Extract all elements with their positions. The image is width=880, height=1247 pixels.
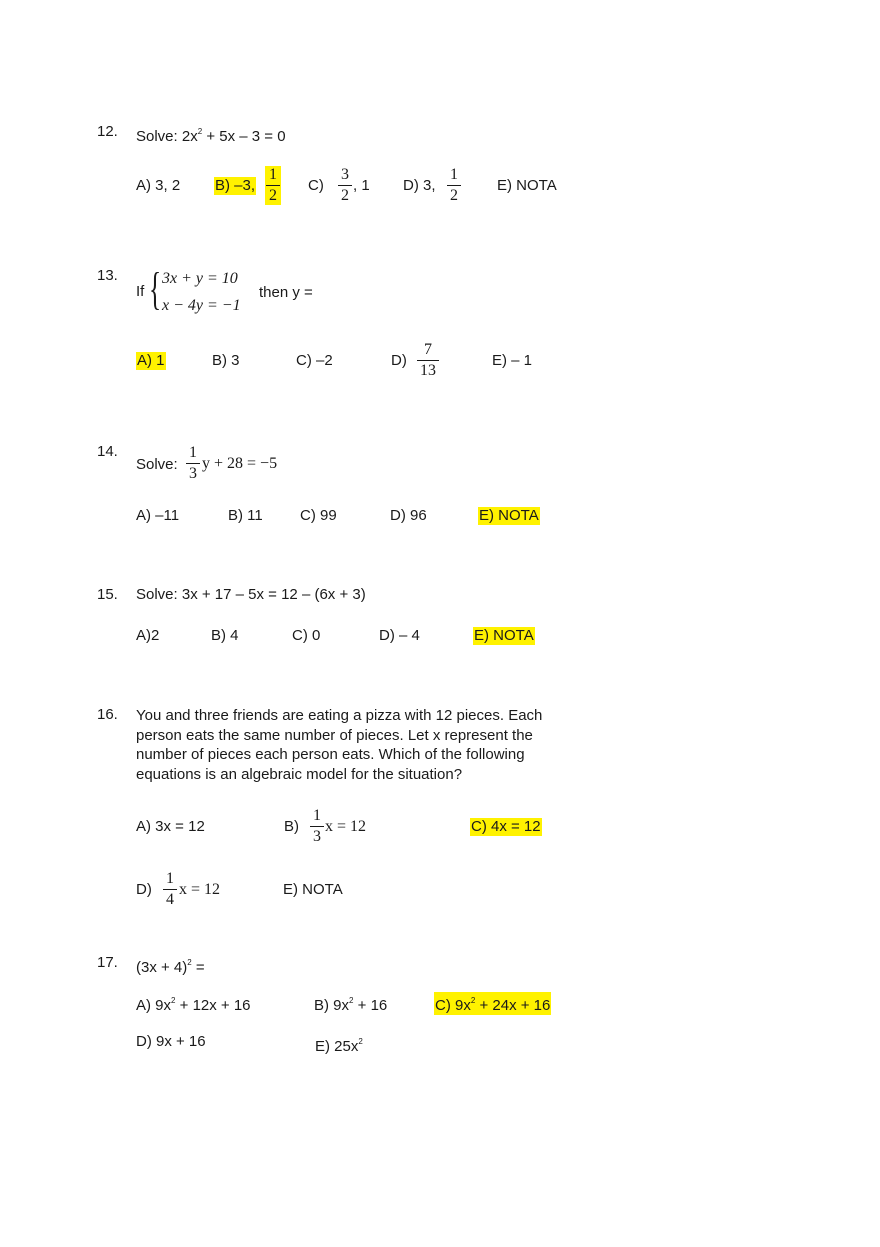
q12-choice-b-denominator: 2 bbox=[269, 187, 277, 204]
q14-choice-e[interactable]: E) NOTA bbox=[479, 507, 539, 524]
q14-denominator: 3 bbox=[189, 465, 197, 482]
q15-choice-c[interactable]: C) 0 bbox=[292, 627, 321, 644]
q13-choice-d-fraction-bar bbox=[417, 360, 439, 361]
q12-choice-d-fraction bbox=[447, 166, 461, 205]
q17-choice-a-suffix: + 12x + 16 bbox=[175, 997, 251, 1014]
q12-choice-e[interactable]: E) NOTA bbox=[497, 177, 557, 194]
q12-choice-d-denominator: 2 bbox=[450, 187, 458, 204]
q14-solve-label: Solve: bbox=[136, 456, 178, 473]
q17-choice-b[interactable] bbox=[314, 992, 387, 1015]
q16-choice-b-denominator: 3 bbox=[313, 828, 321, 845]
q12-choice-d-label[interactable]: D) 3, bbox=[403, 177, 436, 194]
q17-choice-e-exponent: 2 bbox=[358, 1037, 363, 1046]
q13-equation-1: 3x + y = 10 bbox=[162, 270, 238, 287]
q17-choice-c[interactable] bbox=[434, 992, 551, 1015]
q17-choice-c-prefix: C) 9x bbox=[435, 997, 471, 1014]
q17-choice-e[interactable] bbox=[315, 1033, 363, 1056]
q12-choice-b-numerator: 1 bbox=[269, 166, 277, 183]
q17-prompt bbox=[136, 954, 205, 977]
q17-choice-b-prefix: B) 9x bbox=[314, 997, 350, 1014]
q14-choice-c[interactable]: C) 99 bbox=[300, 507, 337, 524]
q14-fraction-bar bbox=[186, 463, 200, 464]
q16-choice-a[interactable]: A) 3x = 12 bbox=[136, 818, 205, 835]
q12-choice-c-tail: , 1 bbox=[353, 177, 370, 194]
q16-choice-d-tail: x = 12 bbox=[179, 881, 221, 898]
q12-choice-c-fraction-bar bbox=[338, 185, 352, 186]
q17-choice-a-exponent: 2 bbox=[171, 996, 176, 1005]
q17-choice-c-exponent: 2 bbox=[470, 996, 476, 1005]
q16-choice-b-fraction-bar bbox=[310, 826, 324, 827]
q12-prompt-prefix: Solve: 2x bbox=[136, 128, 198, 145]
q16-choice-d-fraction-bar bbox=[163, 889, 177, 890]
q12-choice-b-fraction[interactable] bbox=[265, 166, 281, 205]
q12-choice-b-label[interactable]: B) –3, bbox=[215, 177, 256, 194]
q12-choice-d-fraction-bar bbox=[447, 185, 461, 186]
q12-choice-b-fraction-bar bbox=[266, 185, 280, 186]
q15-number: 15. bbox=[97, 586, 118, 603]
q17-prompt-prefix: (3x + 4) bbox=[136, 959, 188, 976]
q17-choice-d[interactable]: D) 9x + 16 bbox=[136, 1033, 206, 1050]
q12-choice-c-numerator: 3 bbox=[341, 166, 349, 183]
q14-choice-a[interactable]: A) –11 bbox=[136, 507, 180, 524]
q12-choice-c-label[interactable]: C) bbox=[308, 177, 324, 194]
q12-prompt bbox=[136, 123, 286, 146]
q16-choice-d-fraction bbox=[163, 870, 177, 909]
q16-choice-b-numerator: 1 bbox=[313, 807, 321, 824]
q13-number: 13. bbox=[97, 267, 118, 284]
q14-number: 14. bbox=[97, 443, 118, 460]
q13-choice-d-label[interactable]: D) bbox=[391, 352, 407, 369]
q16-choice-e[interactable]: E) NOTA bbox=[283, 881, 343, 898]
q12-choice-c-fraction bbox=[338, 166, 352, 205]
q15-choice-e[interactable]: E) NOTA bbox=[474, 627, 534, 644]
q12-prompt-suffix: + 5x – 3 = 0 bbox=[202, 128, 286, 145]
q12-number: 12. bbox=[97, 123, 118, 140]
q13-choice-e[interactable]: E) – 1 bbox=[492, 352, 533, 369]
q13-choice-d-fraction bbox=[417, 341, 439, 380]
q12-choice-a[interactable]: A) 3, 2 bbox=[136, 177, 181, 194]
q14-fraction bbox=[186, 444, 200, 483]
q15-choice-d[interactable]: D) – 4 bbox=[379, 627, 420, 644]
q13-choice-a[interactable]: A) 1 bbox=[137, 352, 165, 369]
q16-choice-b-fraction bbox=[310, 807, 324, 846]
q17-choice-a-prefix: A) 9x bbox=[136, 997, 172, 1014]
q16-choice-d-denominator: 4 bbox=[166, 891, 174, 908]
q12-choice-c-denominator: 2 bbox=[341, 187, 349, 204]
q13-choice-d-denominator: 13 bbox=[420, 362, 436, 379]
q14-choice-b[interactable]: B) 11 bbox=[228, 507, 263, 524]
q16-number: 16. bbox=[97, 706, 118, 723]
q16-prompt: You and three friends are eating a pizza with 12 pieces. Each person eats the same number of pieces. Let x represent the number of pieces each person eats. Which of the following equations is an algebraic model for the situation? bbox=[136, 707, 543, 783]
q16-choice-c[interactable]: C) 4x = 12 bbox=[471, 818, 541, 835]
q17-prompt-exponent: 2 bbox=[187, 958, 192, 967]
q17-choice-b-suffix: + 16 bbox=[353, 997, 388, 1014]
q16-choice-d-numerator: 1 bbox=[166, 870, 174, 887]
q12-choice-d-numerator: 1 bbox=[450, 166, 458, 183]
q17-choice-c-suffix: + 24x + 16 bbox=[475, 997, 551, 1014]
q12-prompt-exponent: 2 bbox=[197, 127, 203, 136]
q13-then-label: then y = bbox=[259, 284, 313, 301]
q13-choice-d-numerator: 7 bbox=[424, 341, 432, 358]
q14-equation-tail: y + 28 = −5 bbox=[202, 455, 278, 472]
q17-choice-e-prefix: E) 25x bbox=[315, 1038, 359, 1055]
q13-equation-2: x − 4y = −1 bbox=[162, 297, 241, 314]
q14-numerator: 1 bbox=[189, 444, 197, 461]
q17-choice-b-exponent: 2 bbox=[349, 996, 354, 1005]
q13-choice-c[interactable]: C) –2 bbox=[296, 352, 333, 369]
q15-choice-a[interactable]: A)2 bbox=[136, 627, 160, 644]
q17-prompt-suffix: = bbox=[191, 959, 205, 976]
q16-choice-b-label[interactable]: B) bbox=[284, 818, 299, 835]
q13-choice-b[interactable]: B) 3 bbox=[212, 352, 240, 369]
q15-choice-b[interactable]: B) 4 bbox=[211, 627, 239, 644]
q13-brace: { bbox=[149, 263, 162, 314]
q17-number: 17. bbox=[97, 954, 118, 971]
q16-choice-b-tail: x = 12 bbox=[325, 818, 367, 835]
q14-choice-d[interactable]: D) 96 bbox=[390, 507, 427, 524]
q16-choice-d-label[interactable]: D) bbox=[136, 881, 152, 898]
q13-if-label: If bbox=[136, 283, 145, 300]
q17-choice-a[interactable] bbox=[136, 992, 251, 1015]
q15-prompt: Solve: 3x + 17 – 5x = 12 – (6x + 3) bbox=[136, 586, 366, 603]
